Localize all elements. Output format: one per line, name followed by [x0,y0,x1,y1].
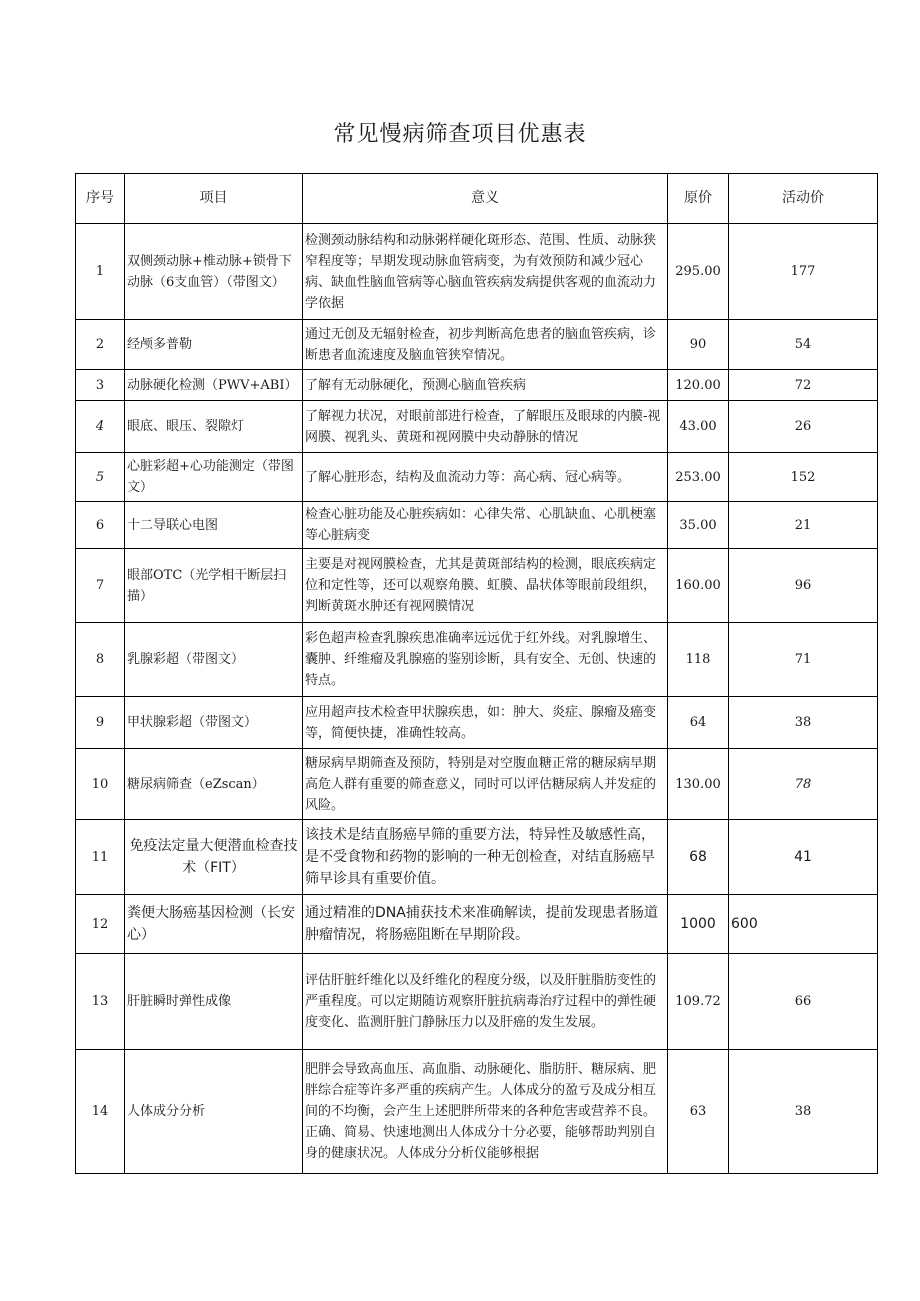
row-meaning: 了解有无动脉硬化，预测心脑血管疾病 [303,370,668,401]
table-row [76,502,878,549]
row-price: 295.00 [668,224,729,320]
row-price: 253.00 [668,453,729,502]
row-item: 动脉硬化检测（PWV+ABI） [125,370,303,401]
row-meaning: 通过精准的DNA捕获技术来准确解读，提前发现患者肠道肿瘤情况，将肠癌阻断在早期阶段。 [303,895,668,954]
row-price: 68 [668,820,729,895]
row-no: 4 [76,401,125,453]
row-meaning: 了解视力状况，对眼前部进行检查，了解眼压及眼球的内膜-视网膜、视乳头、黄斑和视网膜中央动静脉的情况 [303,401,668,453]
row-item: 十二导联心电图 [125,502,303,549]
table-row [76,320,878,370]
row-item: 甲状腺彩超（带图文） [125,697,303,749]
row-no: 8 [76,623,125,697]
table-row [76,224,878,320]
row-no: 5 [76,453,125,502]
row-no: 6 [76,502,125,549]
row-no: 13 [76,954,125,1050]
table-row [76,749,878,820]
row-no: 14 [76,1050,125,1174]
row-meaning: 评估肝脏纤维化以及纤维化的程度分级，以及肝脏脂肪变性的严重程度。可以定期随访观察肝脏抗病毒治疗过程中的弹性硬度变化、监测肝脏门静脉压力以及肝癌的发生发展。 [303,954,668,1050]
header-sale: 活动价 [729,174,878,224]
row-item: 经颅多普勒 [125,320,303,370]
table-row [76,549,878,623]
row-item: 粪便大肠癌基因检测（长安心） [125,895,303,954]
row-price: 35.00 [668,502,729,549]
row-sale: 152 [729,453,878,502]
row-item: 乳腺彩超（带图文） [125,623,303,697]
row-meaning: 该技术是结直肠癌早筛的重要方法，特异性及敏感性高，是不受食物和药物的影响的一种无创检查，对结直肠癌早筛早诊具有重要价值。 [303,820,668,895]
row-item: 糖尿病筛查（eZscan） [125,749,303,820]
row-sale: 41 [729,820,878,895]
row-no: 12 [76,895,125,954]
row-price: 109.72 [668,954,729,1050]
row-item: 眼底、眼压、裂隙灯 [125,401,303,453]
row-price: 118 [668,623,729,697]
row-no: 10 [76,749,125,820]
row-price: 64 [668,697,729,749]
row-meaning: 应用超声技术检查甲状腺疾患，如：肿大、炎症、腺瘤及癌变等，简便快捷，准确性较高。 [303,697,668,749]
row-meaning: 彩色超声检查乳腺疾患准确率远远优于红外线。对乳腺增生、囊肿、纤维瘤及乳腺癌的鉴别诊断，具有安全、无创、快速的特点。 [303,623,668,697]
row-meaning: 主要是对视网膜检查，尤其是黄斑部结构的检测，眼底疾病定位和定性等，还可以观察角膜、虹膜、晶状体等眼前段组织，判断黄斑水肿还有视网膜情况 [303,549,668,623]
table-row [76,453,878,502]
row-item: 人体成分分析 [125,1050,303,1174]
row-item: 免疫法定量大便潜血检查技术（FIT） [125,820,303,895]
row-price: 43.00 [668,401,729,453]
table-row [76,895,878,954]
row-sale: 38 [729,697,878,749]
row-sale: 71 [729,623,878,697]
row-meaning: 糖尿病早期筛查及预防，特别是对空腹血糖正常的糖尿病早期高危人群有重要的筛查意义，同时可以评估糖尿病人并发症的风险。 [303,749,668,820]
row-no: 7 [76,549,125,623]
table-header-row [76,174,878,224]
page-title: 常见慢病筛查项目优惠表 [333,122,587,147]
row-sale: 177 [729,224,878,320]
row-no: 1 [76,224,125,320]
row-sale: 26 [729,401,878,453]
row-meaning: 了解心脏形态，结构及血流动力等：高心病、冠心病等。 [303,453,668,502]
table-row [76,697,878,749]
row-price: 1000 [668,895,729,954]
row-no: 3 [76,370,125,401]
row-sale: 54 [729,320,878,370]
header-price: 原价 [668,174,729,224]
row-no: 11 [76,820,125,895]
table-row [76,820,878,895]
row-item: 心脏彩超+心功能测定（带图文） [125,453,303,502]
row-no: 9 [76,697,125,749]
table-row [76,623,878,697]
row-no: 2 [76,320,125,370]
table-row [76,370,878,401]
row-sale: 72 [729,370,878,401]
row-item: 肝脏瞬时弹性成像 [125,954,303,1050]
screening-price-table [75,173,878,1174]
table-row [76,954,878,1050]
header-meaning: 意义 [303,174,668,224]
row-item: 双侧颈动脉+椎动脉+锁骨下动脉（6支血管）（带图文） [125,224,303,320]
row-sale: 96 [729,549,878,623]
row-sale: 600 [729,895,878,954]
row-meaning: 肥胖会导致高血压、高血脂、动脉硬化、脂肪肝、糖尿病、肥胖综合症等许多严重的疾病产生。人体成分的盈亏及成分相互间的不均衡，会产生上述肥胖所带来的各种危害或营养不良。正确、简易、快速地测出人体成分十分必要，能够帮助判别自身的健康状况。人体成分分析仪能够根据 [303,1050,668,1174]
row-item: 眼部OTC（光学相干断层扫描） [125,549,303,623]
table-row [76,1050,878,1174]
row-price: 120.00 [668,370,729,401]
header-item: 项目 [125,174,303,224]
row-sale: 78 [729,749,878,820]
row-sale: 21 [729,502,878,549]
table-row [76,401,878,453]
row-meaning: 通过无创及无辐射检查，初步判断高危患者的脑血管疾病，诊断患者血流速度及脑血管狭窄情况。 [303,320,668,370]
row-price: 90 [668,320,729,370]
row-sale: 66 [729,954,878,1050]
row-sale: 38 [729,1050,878,1174]
row-price: 130.00 [668,749,729,820]
row-price: 63 [668,1050,729,1174]
row-meaning: 检测颈动脉结构和动脉粥样硬化斑形态、范围、性质、动脉狭窄程度等；早期发现动脉血管病变，为有效预防和减少冠心病、缺血性脑血管病等心脑血管疾病发病提供客观的血流动力学依据 [303,224,668,320]
row-meaning: 检查心脏功能及心脏疾病如：心律失常、心肌缺血、心肌梗塞等心脏病变 [303,502,668,549]
header-no: 序号 [76,174,125,224]
row-price: 160.00 [668,549,729,623]
